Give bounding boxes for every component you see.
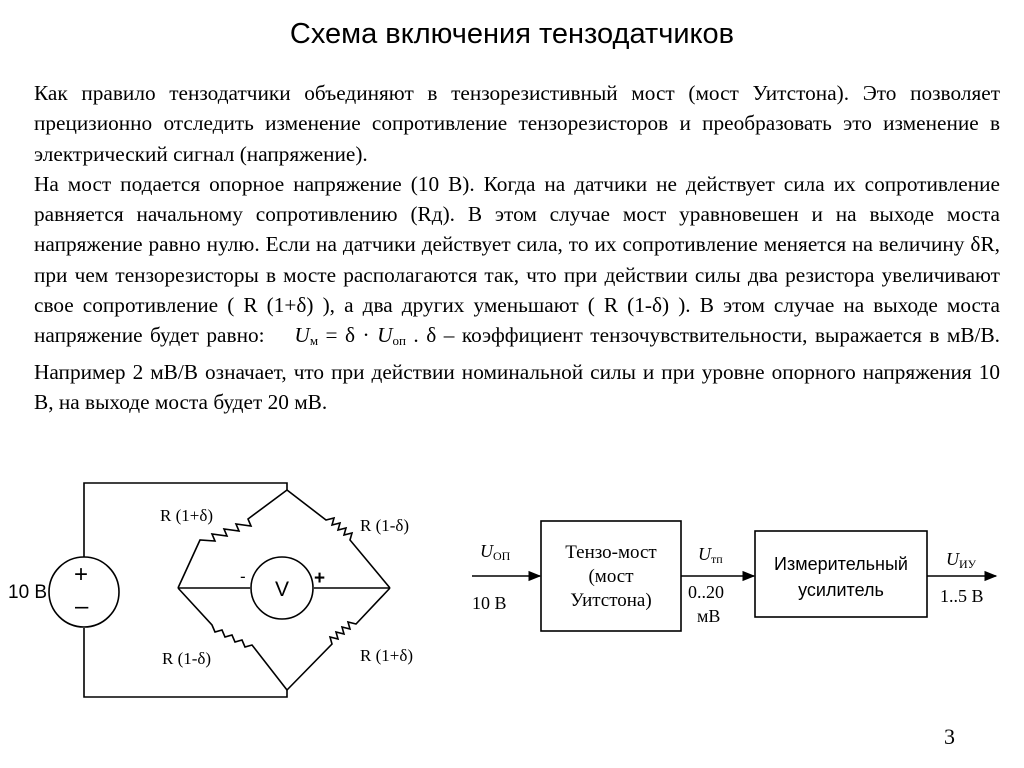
formula-mid: = δ · <box>318 323 378 348</box>
output-voltage-range: 1..5 В <box>940 586 984 606</box>
voltmeter-plus: + <box>314 568 326 589</box>
resistor-bottom-left <box>178 588 287 690</box>
voltmeter-minus: - <box>240 567 246 586</box>
resistor-top-right <box>287 490 390 588</box>
block2-line-2: усилитель <box>798 580 884 600</box>
formula-sub-m: м <box>309 333 319 349</box>
block-amplifier <box>755 531 927 617</box>
paragraph-1: Как правило тензодатчики объединяют в тензорезистивный мост (мост Уитстона). Это позволяет прецизионно отследить изменение сопротивление тензорезисторов и преобразовать это изменение в электрический сигнал (напряжение). <box>34 81 1000 166</box>
source-minus-sign: – <box>75 593 89 620</box>
source-plus-sign: + <box>74 561 89 588</box>
paragraph-2-part-2: . δ – коэффициент тензочувствительности, выражается в мВ/В. Например 2 мВ/В означает, что при действии номинальной силы и при уровне опорного напряжения 10 В, на выходе моста будет 20 мВ. <box>34 323 1001 414</box>
label-r-top-right: R (1-δ) <box>360 516 410 535</box>
block-diagram <box>472 521 996 631</box>
source-voltage-label: 10 В <box>8 582 48 603</box>
label-r-bottom-right: R (1+δ) <box>360 646 414 665</box>
block1-line-3: Уитстона) <box>570 590 652 611</box>
input-voltage-value: 10 В <box>472 593 507 613</box>
resistor-bottom-right <box>287 588 390 690</box>
bridge-diagram <box>49 483 390 697</box>
voltmeter-label: V <box>275 578 290 601</box>
bridge-labels <box>8 506 413 668</box>
paragraph-2-part-1: На мост подается опорное напряжение (10 В). Когда на датчики не действует сила их сопротивление равняется начальному сопротивлению (Rд). В этом случае мост уравновешен и на выходе моста напряжение равно нулю. Если на датчики действует сила, то их сопротивление меняется на величину δR, при чем тензорезисторы в мосте располагаются так, что при действии силы два резистора увеличивают свое сопротивление ( R (1+δ) ), а два других уменьшают ( R (1-δ) ). В этом случае на выходе моста напряжение будет равно: <box>34 171 1000 348</box>
output-voltage-symbol: UИУ <box>946 549 977 571</box>
label-r-top-left: R (1+δ) <box>160 506 214 525</box>
formula-u-op: U <box>377 323 393 348</box>
middle-voltage-symbol: Uтп <box>698 544 723 566</box>
block2-line-1: Измерительный <box>774 554 908 574</box>
resistor-top-left <box>178 490 287 588</box>
page-number: 3 <box>944 724 955 749</box>
input-voltage-symbol: UОП <box>480 541 511 563</box>
block-diagram-labels <box>472 541 984 626</box>
formula-sub-op: оп <box>392 333 406 349</box>
block1-line-1: Тензо-мост <box>565 542 657 563</box>
middle-voltage-unit: мВ <box>697 606 721 626</box>
block1-line-2: (мост <box>588 566 634 587</box>
formula-u: U <box>294 323 310 348</box>
middle-voltage-range: 0..20 <box>688 582 724 602</box>
label-r-bottom-left: R (1-δ) <box>162 649 212 668</box>
page-title: Схема включения тензодатчиков <box>289 18 735 50</box>
